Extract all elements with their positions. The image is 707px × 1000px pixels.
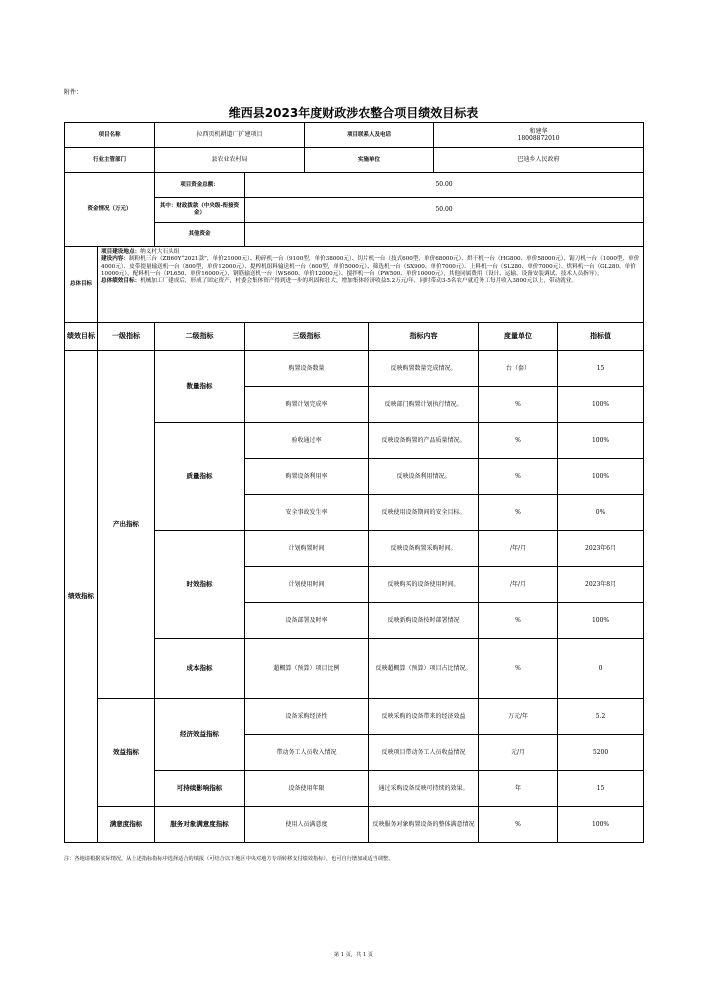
- indicator-value: 15: [558, 771, 644, 807]
- header-level3: 三级指标: [245, 323, 369, 351]
- header-unit: 度量单位: [479, 323, 558, 351]
- header-perf-goal: 绩效目标: [65, 323, 98, 351]
- indicator-unit: %: [479, 807, 558, 843]
- indicator-name: 使用人员满意度: [245, 807, 369, 843]
- performance-table: [64, 122, 644, 843]
- header-level1: 一级指标: [98, 323, 155, 351]
- total-funds-value: 50.00: [245, 173, 644, 198]
- objective-text: [98, 247, 644, 323]
- page-number: 第 1 页，共 1 页: [333, 952, 374, 958]
- indicator-unit: /年/月: [479, 567, 558, 603]
- indicator-unit: %: [479, 495, 558, 531]
- indicator-unit: 元/月: [479, 735, 558, 771]
- fiscal-funds-value: 50.00: [245, 198, 644, 223]
- level1-benefit: 效益指标: [98, 699, 155, 807]
- indicator-value: 100%: [558, 603, 644, 639]
- indicator-value: 2023年6月: [558, 531, 644, 567]
- indicator-name: 验收通过率: [245, 423, 369, 459]
- indicator-value: 5.2: [558, 699, 644, 735]
- indicator-content: 反映采购的设备带来的经济效益: [369, 699, 479, 735]
- indicator-name: 购置设备利用率: [245, 459, 369, 495]
- level2-quantity: 数量指标: [155, 351, 245, 423]
- indicator-unit: %: [479, 639, 558, 699]
- fiscal-funds-label: 其中：财政拨款（中央级-衔接资金）: [155, 198, 245, 223]
- annex-label: 附件：: [64, 89, 83, 96]
- indicator-content: 反映部门购置计划执行情况。: [369, 387, 479, 423]
- location-text: 纳义村大石头组: [140, 249, 180, 255]
- indicator-name: 购置设备数量: [245, 351, 369, 387]
- header-level2: 二级指标: [155, 323, 245, 351]
- implementer: 巴迪乡人民政府: [434, 148, 644, 173]
- indicator-name: 计划使用时间: [245, 567, 369, 603]
- indicator-unit: 万元/年: [479, 699, 558, 735]
- contact-label: 项目联系人及电话: [305, 123, 434, 148]
- indicator-unit: 台（套）: [479, 351, 558, 387]
- indicator-name: 安全事故发生率: [245, 495, 369, 531]
- location-title: 项目建设地点：: [101, 249, 141, 255]
- level2-sustain: 可持续影响指标: [155, 771, 245, 807]
- indicator-content: 反映设备购置的产品质量情况。: [369, 423, 479, 459]
- content-text: 制粉机三台（ZB60Y“2021款”，单价21000元）、粉碎机一台（9100型，单价38000元）、切片机一台（技式600型，单价68000元）、烘干机一台（HG800、单价58000元）、锯刀机一台（1000型，单价4000元）、皮带提量输送机一台（800型，单价12000元）、提榨机组料输送机一台（600型，单价5000元）、筛选机一台（SX900、单价7000元）、上料机一台（SL280、单价7000元）、烘料机一台（GL280、单价10000元）、配料机一台（PL650、单价16000元）、钢筋输送机一台（WS600、单价12000元）、搅拌机一台（PW500、单价10000元），其他同属费用（设计、运输、设备安装调试、技术人员指导）。: [101, 256, 640, 277]
- contact-phone: 18008872010: [517, 135, 560, 142]
- contact-name: 和建华: [529, 127, 548, 135]
- indicator-content: 反映使用设备期间的安全目标。: [369, 495, 479, 531]
- indicator-name: 购置计划完成率: [245, 387, 369, 423]
- level1-output: 产出指标: [98, 351, 155, 699]
- header-value: 指标值: [558, 323, 644, 351]
- indicator-content: 反映项目带动务工人员收益情况: [369, 735, 479, 771]
- other-funds-label: 其他资金: [155, 223, 245, 247]
- indicator-unit: %: [479, 603, 558, 639]
- goal-text: 机械加工厂建成后，形成了固定资产，村委会集体资产得到进一步的巩固和壮大，增加集体经济收益5.2万元/年，同时带动3-5名农户就近务工每月收入3800元以上，带动就业。: [140, 278, 577, 285]
- indicator-name: 设备部署及时率: [245, 603, 369, 639]
- indicator-unit: /年/月: [479, 531, 558, 567]
- indicator-unit: %: [479, 423, 558, 459]
- indicator-unit: %: [479, 387, 558, 423]
- footnote: 注：各地请根据实际情况，从上述指标指标中选择适合的填报（可结合以下地区中央对地方专项转移支付绩效指标），也可自行增加或适当调整。: [64, 856, 394, 862]
- indicator-unit: %: [479, 459, 558, 495]
- project-name: 拉西页机耕道厂扩建项目: [155, 123, 305, 148]
- indicator-name: 设备使用年限: [245, 771, 369, 807]
- indicator-name: 超概算（预算）项目比例: [245, 639, 369, 699]
- implementer-label: 实施单位: [305, 148, 434, 173]
- content-title: 建设内容：: [101, 256, 129, 263]
- indicator-content: 通过采购设备反映可持续的效果。: [369, 771, 479, 807]
- header-content: 指标内容: [369, 323, 479, 351]
- page-title: 维西县2023年度财政涉农整合项目绩效目标表: [228, 106, 479, 120]
- indicator-content: 反映购买的设备使用时间。: [369, 567, 479, 603]
- indicator-value: 100%: [558, 387, 644, 423]
- indicator-value: 15: [558, 351, 644, 387]
- indicator-value: 0: [558, 639, 644, 699]
- level2-economic: 经济效益指标: [155, 699, 245, 771]
- indicator-name: 计划购置时间: [245, 531, 369, 567]
- objective-label: 总体目标: [65, 247, 98, 323]
- level2-quality: 质量指标: [155, 423, 245, 531]
- level2-service: 服务对象满意度指标: [155, 807, 245, 843]
- indicator-value: 5200: [558, 735, 644, 771]
- total-funds-label: 项目资金总额：: [155, 173, 245, 198]
- goal-title: 总体绩效目标：: [101, 278, 141, 285]
- perf-indicator-label: 绩效指标: [65, 351, 98, 843]
- level2-timeliness: 时效指标: [155, 531, 245, 639]
- indicator-value: 100%: [558, 423, 644, 459]
- funds-label: 资金情况（万元）: [65, 173, 155, 247]
- indicator-unit: 年: [479, 771, 558, 807]
- indicator-value: 100%: [558, 807, 644, 843]
- indicator-value: 0%: [558, 495, 644, 531]
- indicator-value: 100%: [558, 459, 644, 495]
- indicator-content: 反映购置数量完成情况。: [369, 351, 479, 387]
- indicator-content: 反映新购设备按时部署情况: [369, 603, 479, 639]
- indicator-content: 反映服务对象购置设备的整体满意情况: [369, 807, 479, 843]
- indicator-content: 反映设备购置采购时间。: [369, 531, 479, 567]
- level2-cost: 成本指标: [155, 639, 245, 699]
- other-funds-value: [245, 223, 644, 247]
- project-name-label: 项目名称: [65, 123, 155, 148]
- indicator-name: 带动务工人员收入情况: [245, 735, 369, 771]
- department: 县农业农村局: [155, 148, 305, 173]
- indicator-name: 设备采购经济性: [245, 699, 369, 735]
- level1-satisfaction: 满意度指标: [98, 807, 155, 843]
- indicator-content: 反映设备利用情况。: [369, 459, 479, 495]
- department-label: 行业主管部门: [65, 148, 155, 173]
- indicator-content: 反映超概算（预算）项目占比情况。: [369, 639, 479, 699]
- indicator-value: 2023年8月: [558, 567, 644, 603]
